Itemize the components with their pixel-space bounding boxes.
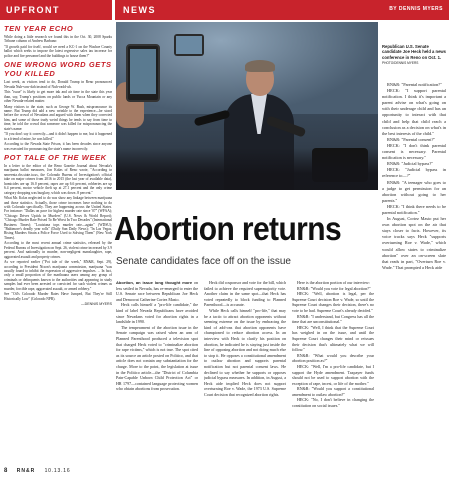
- article-paragraph: HECK: "Judicial bypass in reference to—?": [382, 167, 446, 179]
- article-column-3: [292, 280, 374, 474]
- brief-paragraph: Last week, as visitors tend to do, Donald Trump in Reno pronounced Nevada Nuh-vaw-dah instead of Nuh-vadd-uh.: [4, 80, 112, 89]
- phone-camera-icon: [126, 44, 160, 102]
- byline: BY DENNIS MYERS: [389, 6, 443, 12]
- article-paragraph: In August, Cortez Masto put her own abortion spot on the air that stays closer to facts. However, its voice tracks says Heck "supports overturning Roe v. Wade," which would allow states to criminalize abortion" over an on-screen slate that reads in part, "Overturn Roe v. Wade." That prompted a Heck aide: [382, 216, 446, 270]
- article-paragraph: HECK: "Well, abortion is legal, per the Supreme Court decision Roe v. Wade, so until the Supreme Court changes their decision, there's no vote to be had. Supreme Court's already decided.": [292, 291, 374, 313]
- brief-paragraph: "If you don't say it correctly—and it didn't happen to me, but it happened to a friend of mine, he was killed.": [4, 132, 112, 141]
- news-conference-photo: [116, 22, 378, 190]
- publication-name: RN&R: [16, 468, 36, 474]
- article-column-2: [204, 280, 286, 474]
- article-paragraph: Heck calls himself a "pro-life candidate," the kind of label Nevada Republicans have avoided since Nevadans voted for abortion rights in a landslide in 1990.: [116, 302, 198, 325]
- brief-paragraph: Many visitors to the state, such as George W. Bush, mispronounce its name. But Trump did add a new wrinkle to the experience—he stood before the crowd of Nevadans and argued with them when they corrected him, and some of those trudy weird things he tends to say from time to time, he told the crowd that someone was killed for mispronouncing the state's name:: [4, 104, 112, 131]
- brief-paragraph: See "Oil's Colorado Murder Rates Have Jumped, But They're Still Historically Low" (Colorado NPR).: [4, 292, 112, 301]
- article-paragraph: RN&R: "Judicial bypass?": [387, 161, 433, 167]
- article-paragraph: HECK: "I don't think parental consent is necessary. Parental notification is necessary.": [382, 142, 446, 161]
- brief-pot-tale: [4, 153, 112, 307]
- article-paragraph: Heck did cosponsor and vote for the bill, which failed to achieve the required supermajority vote. Another claim in the same spot—that Heck has voted repeatedly to block funding to Planned Parenthood—is accurate.: [204, 280, 286, 308]
- section-header: [0, 0, 449, 20]
- brief-title: TEN YEAR ECHO: [4, 24, 74, 33]
- brief-paragraph: According to the most recent annual crime statistics, released by the Federal Bureau of Investigation on Sept. 26, violent crime increased by 3.9 percent. And nationally in murder, non-negligent manslaughter, rape, aggravated assault and property crimes.: [4, 241, 112, 259]
- sidebar-briefs: [4, 22, 112, 440]
- article-paragraph: RN&R: "I understand, but Congress has all the time that are unconstitutional.": [292, 313, 374, 325]
- brief-ten-year-echo: [4, 24, 112, 58]
- article-paragraph: HECK: "I support parental notification. I think it's important a parent advise on what's going on with their underage child and has an opportunity to interact with that child and help that child reach a conclusion as a decision on what's in the best interests of the child.": [382, 88, 446, 136]
- article-paragraph: HECK: "No, I don't believe in changing the constitution on social issues.": [292, 397, 374, 409]
- article-paragraph: RN&R: "A teenager who goes to a judge to get permission for an abortion without going to her parents.": [382, 179, 446, 203]
- subheadline: Senate candidates face off on the issue: [116, 256, 291, 267]
- article-paragraph: RN&R: "Would you vote for legal abortion?": [297, 285, 371, 291]
- article-paragraph: RN&R: "Would you support a constitutional amendment to outlaw abortion?": [292, 386, 374, 397]
- phone-camera-icon: [174, 34, 204, 56]
- brief-paragraph: This "issue" is likely to get more ink and air time in the state this year than, say, Trump's positions on public lands or Yucca Mountain or any other Nevada-related matter.: [4, 90, 112, 104]
- caption-text: Republican U.S. Senate candidate Joe Heck held a news conference in Reno on Oct. 1.: [382, 44, 447, 60]
- brief-body: [4, 35, 112, 58]
- section-label-news: [115, 0, 449, 20]
- article-paragraph: While Heck calls himself "pro-life," that may be a tactic to attract abortion opponents without seeming extreme on the issue by embracing the kind of add-ons that abortion opponents have championed to reduce abortion access. In an interview with Heck to clarify his position on abortion, he indicated he is staying just inside the line of opposing abortion and not doing much else to stop it. He opposes a constitutional amendment to outlaw abortion and supports parental notification but not parental consent laws. He declined to say whether he supports or opposes judicial bypass measures. In addition, in August, a Heck aide implied Heck does not support overturning Roe v. Wade, the 1973 U.S. Supreme Court decision that recognized abortion rights.: [204, 307, 286, 397]
- article-column-4: [382, 82, 446, 476]
- brief-paragraph: According to the Nevada State Prison, it has been decades since anyone was executed for pronouncing the state's name incorrectly.: [4, 142, 112, 151]
- brief-signature: —DENNIS MYERS: [81, 302, 112, 307]
- brief-paragraph: In a letter to the editor of the Reno Gazette Journal about Nevada's marijuana ballot measures, Jon Kolas of Reno wrote, "According to smreenia.cbs.state.ia.us, the Colorado Bureau of Investigation's official take on major crimes from 2016 to 2015 (the last year of available data), homicides are up 16.0 percent, rapes are up 6.6 percent, robberies are up 6.4 percent, motor vehicle theft up at 27.1 percent and the only crime category dropping was burglary, which was down .8 percent.": [4, 164, 112, 195]
- article-paragraph: HECK: "I think there needs to be parental notification.": [382, 203, 446, 215]
- article-paragraph: RN&R: "What would you describe your abortion position as?": [292, 352, 374, 364]
- article-paragraph: Here is the abortion portion of our interview:: [297, 280, 370, 285]
- brief-paragraph: What Mr. Kolas neglected to do was show any linkage between marijuana and those statistics. Actually, those crime increases have nothing to do with Colorado specifically. They are happening across the United States. For instance: "Dallas on pace for highest murder rate since '07" (WFAA); "Chicago Drives Uptick in Murders" (U.S. News & World Report); "Chicago Murder Rate Poised To Be Worst In Two Decades" (International Business Times); "Louisiana tops murder rate—again" (WDSU); "Baltimore's deadly year rolls" (Daily Sun Daily News); "In Las Vegas, Rising Murders Strain a Police Force Used to Solving Them" (New York Times).: [4, 196, 112, 240]
- brief-body: [4, 164, 112, 307]
- brief-paragraph: While doing a little research we found this in the Oct. 30, 2008 Sparks Tribune column of Andrew Barbano:: [4, 35, 112, 44]
- article-runin: Abortion, an issue long thought more: [116, 280, 193, 285]
- brief-paragraph: As we reported earlier ("Pot tale of the week," RN&R, Sept. 29), according to President Nixon's marijuana commission, marijuana "was usually found to inhibit the expression of aggressive impulses. ... In fact, only a small proportion of the marihuana users among any group of criminals or delinquents known to the authorities and appearing in study samples had ever been arrested or convicted for such violent crimes as murder, forcible rape, aggravated assault, or armed robbery.": [4, 260, 112, 291]
- section-label-upfront: UPFRONT: [0, 0, 112, 20]
- article-paragraph: HECK: "Well, I'm a pro-life candidate, but I support the Hyde amendment. Taxpayer funds should not be used to support abortion with the exception of rape, incest, or life of the mother.": [292, 363, 374, 386]
- article-paragraph: Abortion, an issue long thought more on less settled in Nevada, has re-emerged to enter the U.S. Senate race between Republican Joe Heck and Democrat Catherine Cortez Masto.: [116, 280, 198, 302]
- brief-paragraph: "If growth paid for itself, would we need a KC-1 on the Washoe County ballot which seeks to impose the latest regressive sales tax increase for police and fire personnel and the buildings to house them?": [4, 45, 112, 58]
- article-paragraph: RN&R: "Parental notification?": [387, 82, 442, 87]
- article-paragraph: HECK: "Well, I think that the Supreme Court has weighed in on the issue, and until the Supreme Court changes their mind or reissues their decision that's ultimately what we will follow.": [292, 324, 374, 353]
- brief-one-wrong-word: [4, 60, 112, 151]
- article-column-1: [116, 280, 198, 474]
- page-number: 8: [4, 468, 8, 474]
- news-label-text: NEWS: [123, 5, 156, 15]
- photo-credit: PHOTO/DENNIS MYERS: [382, 60, 419, 65]
- photo-caption: [382, 44, 446, 66]
- brief-title: POT TALE OF THE WEEK: [4, 153, 107, 163]
- issue-date: 10.13.16: [44, 468, 71, 474]
- headline: Abortion returns: [114, 210, 342, 248]
- page-footer: [4, 468, 70, 474]
- brief-title: ONE WRONG WORD GETS YOU KILLED: [4, 60, 112, 79]
- brief-body: [4, 80, 112, 151]
- article-paragraph: The temperament of the abortion issue in the Senate campaign was raised when an arm of Planned Parenthood produced a television spot that charged Heck voted to "criminalize abortion for rape victims," which is not true. The spot cited as its source an article posted on Politico, and that article does not contain any substantiation for the charge. More to the point, the legislation at issue in the Politico article—the "District of Columbia Pain-Capable Unborn Child Protection Act" or HR 1797—contained language protecting women who obtain abortions from prosecution.: [116, 324, 198, 392]
- article-paragraph: RN&R: "Parental consent?": [387, 136, 436, 142]
